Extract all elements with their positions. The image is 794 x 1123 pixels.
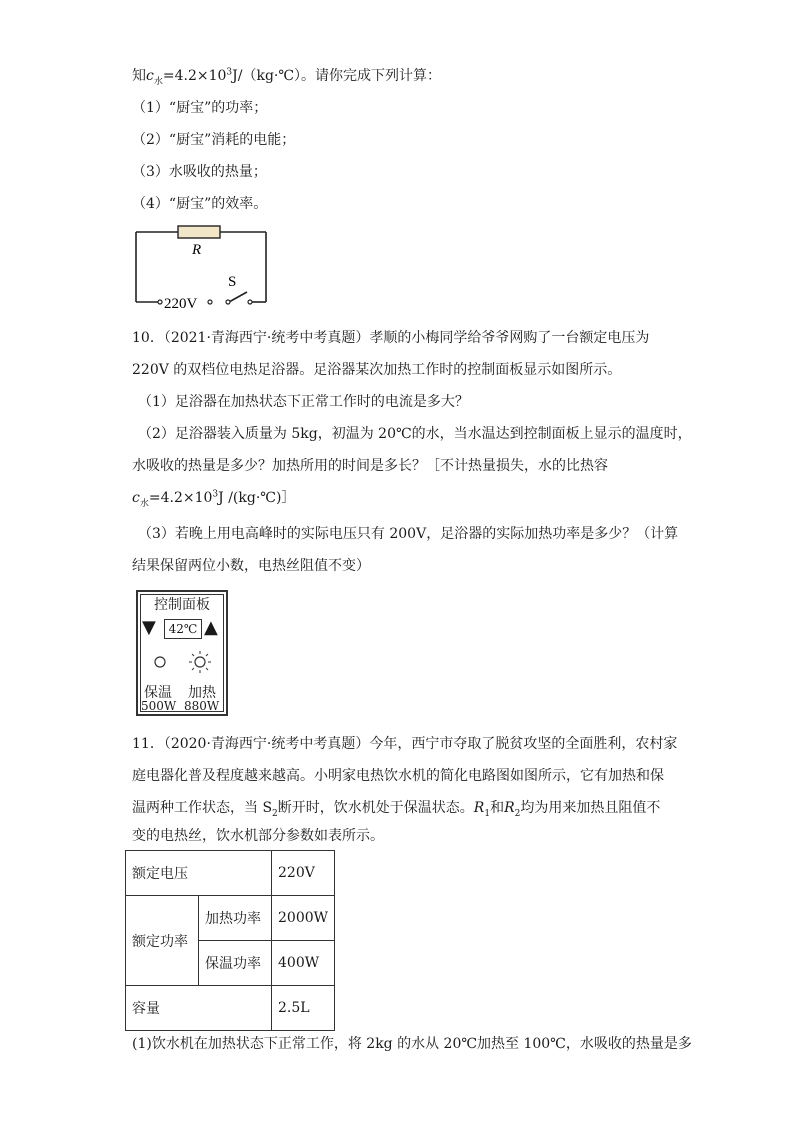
q10-sub-3b: 结果保留两位小数，电热丝阻值不变） xyxy=(132,558,370,574)
heat-label: 加热 xyxy=(188,685,216,701)
control-panel-figure xyxy=(136,590,228,716)
keep-warm-label: 保温 xyxy=(144,685,172,701)
table-row: 保温功率 400W xyxy=(126,941,335,986)
q11-line-1: 11．（2020·青海西宁·统考中考真题）今年，西宁市夺取了脱贫攻坚的全面胜利，农村家 xyxy=(132,736,678,752)
q11-line-4: 变的电热丝，饮水机部分参数如表所示。 xyxy=(132,828,384,844)
q11-line-3: 温两种工作状态，当 $S_2$断开时，饮水机处于保温状态。$R_1$和$R_2$均为用来加热且阻值不 xyxy=(132,800,661,819)
heat-light-icon xyxy=(189,651,211,673)
table-row: 额定功率 加热功率 2000W xyxy=(126,896,335,941)
keep-warm-power: 500W xyxy=(141,699,177,713)
q10-sub-2a: （2）足浴器装入质量为 5kg，初温为 20℃的水，当水温达到控制面板上显示的温度时， xyxy=(138,426,692,442)
q10-sub-1: （1）足浴器在加热状态下正常工作时的电流是多大？ xyxy=(138,394,469,410)
table-row: 容量 2.5L xyxy=(126,986,335,1031)
keep-warm-light-icon xyxy=(155,657,165,667)
q9-item-2: （2）“厨宝”消耗的电能； xyxy=(132,132,296,148)
q10-line-2: 220V 的双档位电热足浴器。足浴器某次加热工作时的控制面板显示如图所示。 xyxy=(132,362,622,378)
q9-item-1: （1）“厨宝”的功率； xyxy=(132,100,268,116)
q11-line-2: 庭电器化普及程度越来越高。小明家电热饮水机的简化电路图如图所示，它有加热和保 xyxy=(132,768,664,784)
specific-heat-line: 知$c_水=4.2\times 10^3J/(kg\cdot℃)$。请你完成下列计算： xyxy=(132,67,442,87)
q10-sub-2b: 水吸收的热量是多少？加热所用的时间是多长？［不计热量损失，水的比热容 xyxy=(132,458,608,474)
q10-sub-3a: （3）若晚上用电高峰时的实际电压只有 200V，足浴器的实际加热功率是多少？（计算 xyxy=(138,526,679,542)
q9-item-4: （4）“厨宝”的效率。 xyxy=(132,196,268,212)
resistor-label: R xyxy=(192,242,202,258)
up-arrow-icon: ▲ xyxy=(204,617,218,638)
switch-label: S xyxy=(228,274,237,290)
q11-sub-1: (1)饮水机在加热状态下正常工作，将 2kg 的水从 20℃加热至 100℃，水吸收的热量是多 xyxy=(132,1036,692,1052)
panel-temperature: 42℃ xyxy=(164,619,202,639)
indicator-lights xyxy=(148,650,218,678)
heat-power: 880W xyxy=(184,699,220,713)
q9-item-3: （3）水吸收的热量； xyxy=(132,164,267,180)
panel-title: 控制面板 xyxy=(154,597,210,613)
voltage-label: 220V xyxy=(164,296,198,312)
q10-specific-heat: $c_水=4.2\times 10^3J$ /(kg·℃)］ xyxy=(132,489,296,509)
parameter-table xyxy=(125,850,335,1031)
q10-line-1: 10．（2021·青海西宁·统考中考真题）孝顺的小梅同学给爷爷网购了一台额定电压为 xyxy=(132,330,650,346)
down-arrow-icon: ▼ xyxy=(142,617,156,638)
table-row: 额定电压 220V xyxy=(126,851,335,896)
circuit-diagram xyxy=(130,222,270,312)
resistor-symbol xyxy=(178,226,220,238)
